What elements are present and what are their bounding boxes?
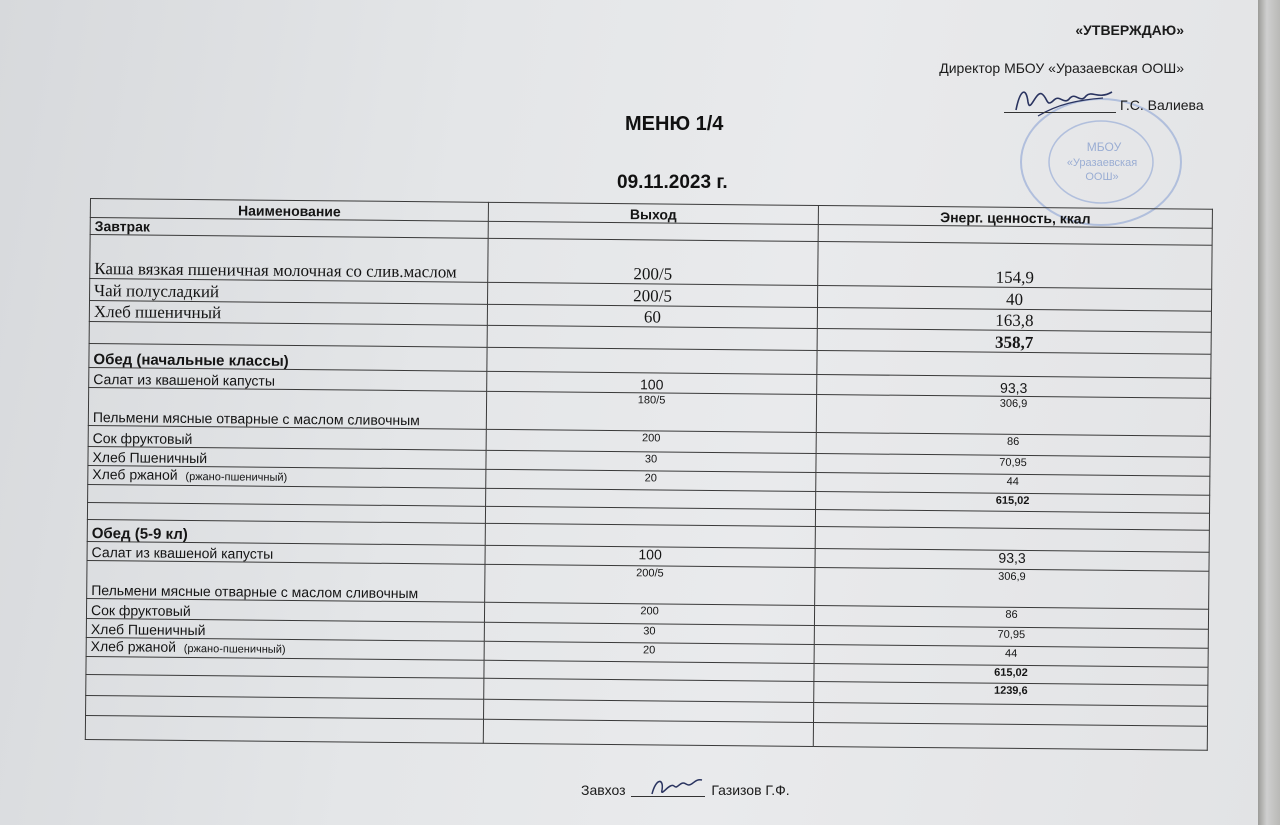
dish-energy: 154,9 xyxy=(818,241,1212,289)
dish-output: 180/5 xyxy=(486,391,816,432)
dish-output: 60 xyxy=(487,304,817,328)
column-header-energy: Энерг. ценность, ккал xyxy=(818,205,1212,228)
dish-energy: 44 xyxy=(814,644,1208,667)
dish-name: Сок фруктовый xyxy=(88,425,486,450)
approve-label: «УТВЕРЖДАЮ» xyxy=(1075,22,1184,38)
director-title: Директор МБОУ «Уразаевская ООШ» xyxy=(939,60,1184,76)
dish-name: Хлеб ржаной xyxy=(90,638,177,655)
svg-text:МБОУ: МБОУ xyxy=(1086,140,1122,154)
dish-name: Чай полусладкий xyxy=(90,279,488,305)
dish-name: Пельмени мясные отварные с маслом сливочным xyxy=(88,387,486,429)
dish-energy: 44 xyxy=(816,472,1210,495)
dish-energy: 93,3 xyxy=(817,374,1211,398)
dish-energy: 306,9 xyxy=(815,567,1209,609)
dish-name: Хлеб пшеничный xyxy=(89,301,487,326)
dish-output: 200/5 xyxy=(488,238,818,285)
dish-energy: 86 xyxy=(816,432,1210,457)
dish-output: 20 xyxy=(486,469,816,491)
underlying-page-edge xyxy=(1258,0,1280,825)
dish-energy: 93,3 xyxy=(815,548,1209,571)
dish-output: 30 xyxy=(486,450,816,472)
dish-energy: 306,9 xyxy=(816,394,1210,436)
director-name: Г.С. Валиева xyxy=(1120,97,1204,113)
dish-output: 20 xyxy=(484,641,814,663)
dish-name: Каша вязкая пшеничная молочная со слив.маслом xyxy=(90,235,488,283)
section-title-breakfast: Завтрак xyxy=(90,218,488,239)
dish-output: 200 xyxy=(484,602,814,625)
storekeeper-name: Газизов Г.Ф. xyxy=(711,782,790,798)
total-lunch-primary: 615,02 xyxy=(816,491,1210,513)
svg-text:«Уразаевская: «Уразаевская xyxy=(1066,157,1138,169)
menu-date: 09.11.2023 г. xyxy=(617,172,728,193)
dish-energy: 86 xyxy=(814,605,1208,629)
dish-energy: 40 xyxy=(817,285,1211,311)
dish-name: Пельмени мясные отварные с маслом сливочным xyxy=(87,560,485,602)
menu-table xyxy=(85,198,1213,751)
grand-total: 1239,6 xyxy=(814,681,1208,706)
column-header-name: Наименование xyxy=(90,199,488,222)
dish-name: Салат из квашеной капусты xyxy=(89,367,487,391)
director-signature xyxy=(1008,80,1118,120)
svg-text:ООШ»: ООШ» xyxy=(1085,171,1119,183)
dish-output: 200/5 xyxy=(485,564,815,605)
dish-energy: 70,95 xyxy=(814,625,1208,648)
storekeeper-signoff xyxy=(581,782,790,798)
storekeeper-role: Завхоз xyxy=(581,782,626,798)
dish-name: Хлеб ржаной xyxy=(92,466,178,483)
dish-name: Сок фруктовый xyxy=(86,598,484,622)
dish-output: 200/5 xyxy=(487,282,817,307)
director-signature-line xyxy=(1004,112,1116,113)
dish-note: (ржано-пшеничный) xyxy=(183,642,286,656)
dish-name: Хлеб Пшеничный xyxy=(88,446,486,469)
dish-output: 30 xyxy=(484,622,814,644)
dish-note: (ржано-пшеничный) xyxy=(185,470,288,484)
menu-table-wrap xyxy=(84,198,1212,791)
section-title-lunch-senior: Обед (5-9 кл) xyxy=(87,519,485,545)
column-header-output: Выход xyxy=(488,202,818,224)
total-lunch-senior: 615,02 xyxy=(814,663,1208,685)
menu-title: МЕНЮ 1/4 xyxy=(625,113,724,135)
total-breakfast: 358,7 xyxy=(817,328,1211,354)
dish-energy: 163,8 xyxy=(817,307,1211,332)
dish-output: 100 xyxy=(487,371,817,394)
dish-name: Хлеб Пшеничный xyxy=(86,618,484,641)
storekeeper-signature-line xyxy=(631,796,705,797)
dish-energy: 70,95 xyxy=(816,453,1210,476)
dish-name: Салат из квашеной капусты xyxy=(87,541,485,564)
section-title-lunch-primary: Обед (начальные классы) xyxy=(89,343,487,371)
dish-output: 100 xyxy=(485,545,815,567)
dish-output: 200 xyxy=(486,429,816,453)
